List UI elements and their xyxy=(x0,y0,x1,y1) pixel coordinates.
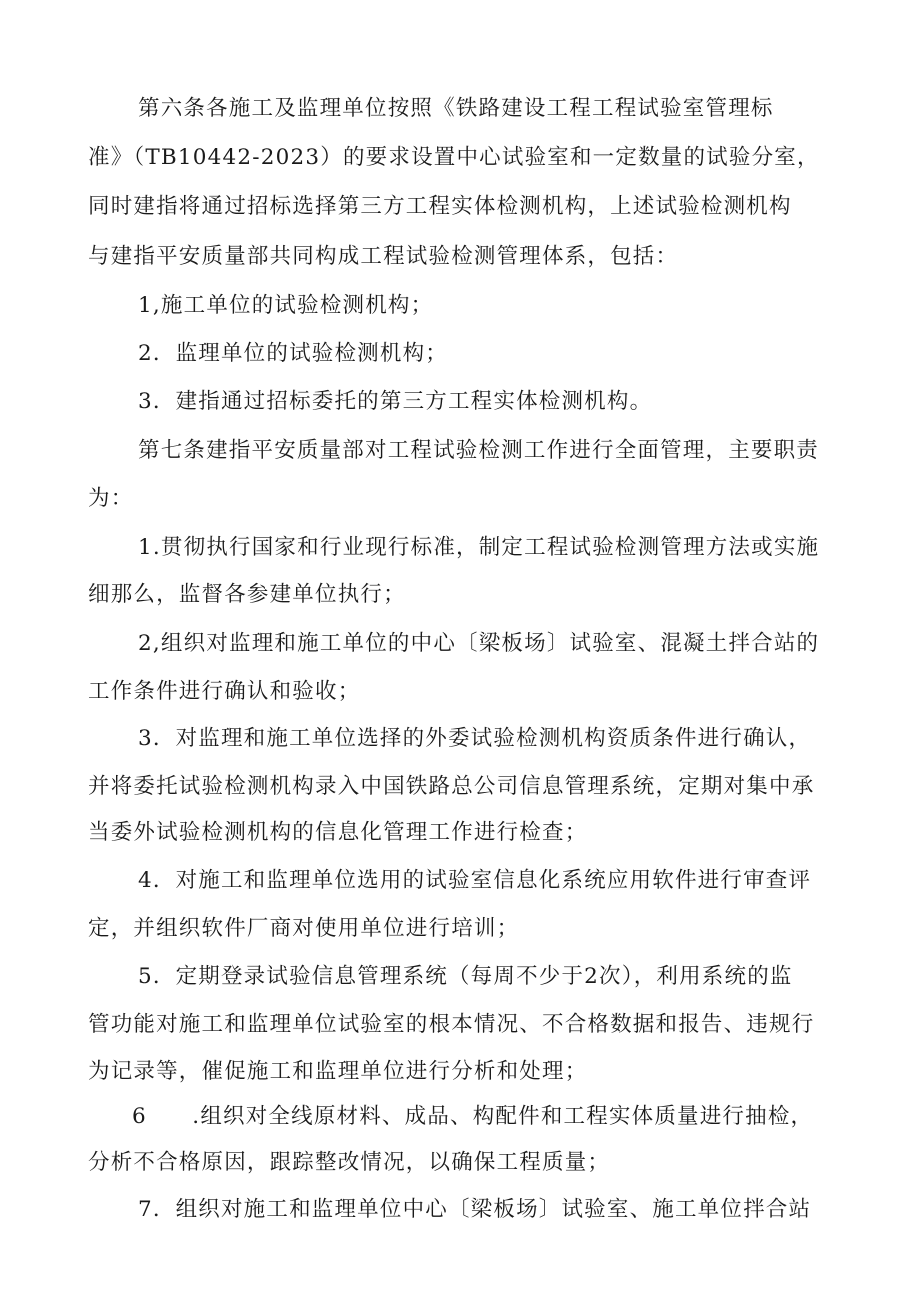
list-item: 1.贯彻执行国家和行业现行标准，制定工程试验检测管理方法或实施 xyxy=(138,535,820,560)
list-item: 2,组织对监理和施工单位的中心〔梁板场〕试验室、混凝土拌合站的 xyxy=(138,631,820,656)
text-line: 准》（TB10442-2023）的要求设置中心试验室和一定数量的试验分室， xyxy=(88,145,820,170)
text-line: 同时建指将通过招标选择第三方工程实体检测机构，上述试验检测机构 xyxy=(88,194,792,219)
text-line: 为： xyxy=(88,486,134,511)
list-item: 并将委托试验检测机构录入中国铁路总公司信息管理系统，定期对集中承 xyxy=(88,774,815,799)
list-item: 为记录等，催促施工和监理单位进行分析和处理； xyxy=(88,1059,588,1084)
list-item: 2．监理单位的试验检测机构； xyxy=(138,341,448,366)
list-item: 3．建指通过招标委托的第三方工程实体检测机构。 xyxy=(138,389,653,414)
list-item: 4．对施工和监理单位选用的试验室信息化系统应用软件进行审查评 xyxy=(138,868,812,893)
list-item: 7．组织对施工和监理单位中心〔梁板场〕试验室、施工单位拌合站 xyxy=(138,1197,812,1222)
list-item: 5．定期登录试验信息管理系统（每周不少于2次），利用系统的监 xyxy=(138,964,793,989)
list-item: 管功能对施工和监理单位试验室的根本情况、不合格数据和报告、违规行 xyxy=(88,1012,815,1037)
text-line: 第六条各施工及监理单位按照《铁路建设工程工程试验室管理标 xyxy=(138,96,774,121)
text-line: 第七条建指平安质量部对工程试验检测工作进行全面管理，主要职责 xyxy=(138,438,820,463)
list-item: 当委外试验检测机构的信息化管理工作进行检查； xyxy=(88,820,588,845)
list-item: 定，并组织软件厂商对使用单位进行培训； xyxy=(88,916,520,941)
list-item: 6 .组织对全线原材料、成品、构配件和工程实体质量进行抽检， xyxy=(132,1104,814,1129)
text-line: 与建指平安质量部共同构成工程试验检测管理体系，包括： xyxy=(88,244,679,269)
list-item: 细那么，监督各参建单位执行； xyxy=(88,582,406,607)
list-item: 工作条件进行确认和验收； xyxy=(88,679,361,704)
list-item: 1,施工单位的试验检测机构； xyxy=(138,293,434,318)
list-item: 3．对监理和施工单位选择的外委试验检测机构资质条件进行确认， xyxy=(138,726,812,751)
list-item: 分析不合格原因，跟踪整改情况，以确保工程质量； xyxy=(88,1150,611,1175)
